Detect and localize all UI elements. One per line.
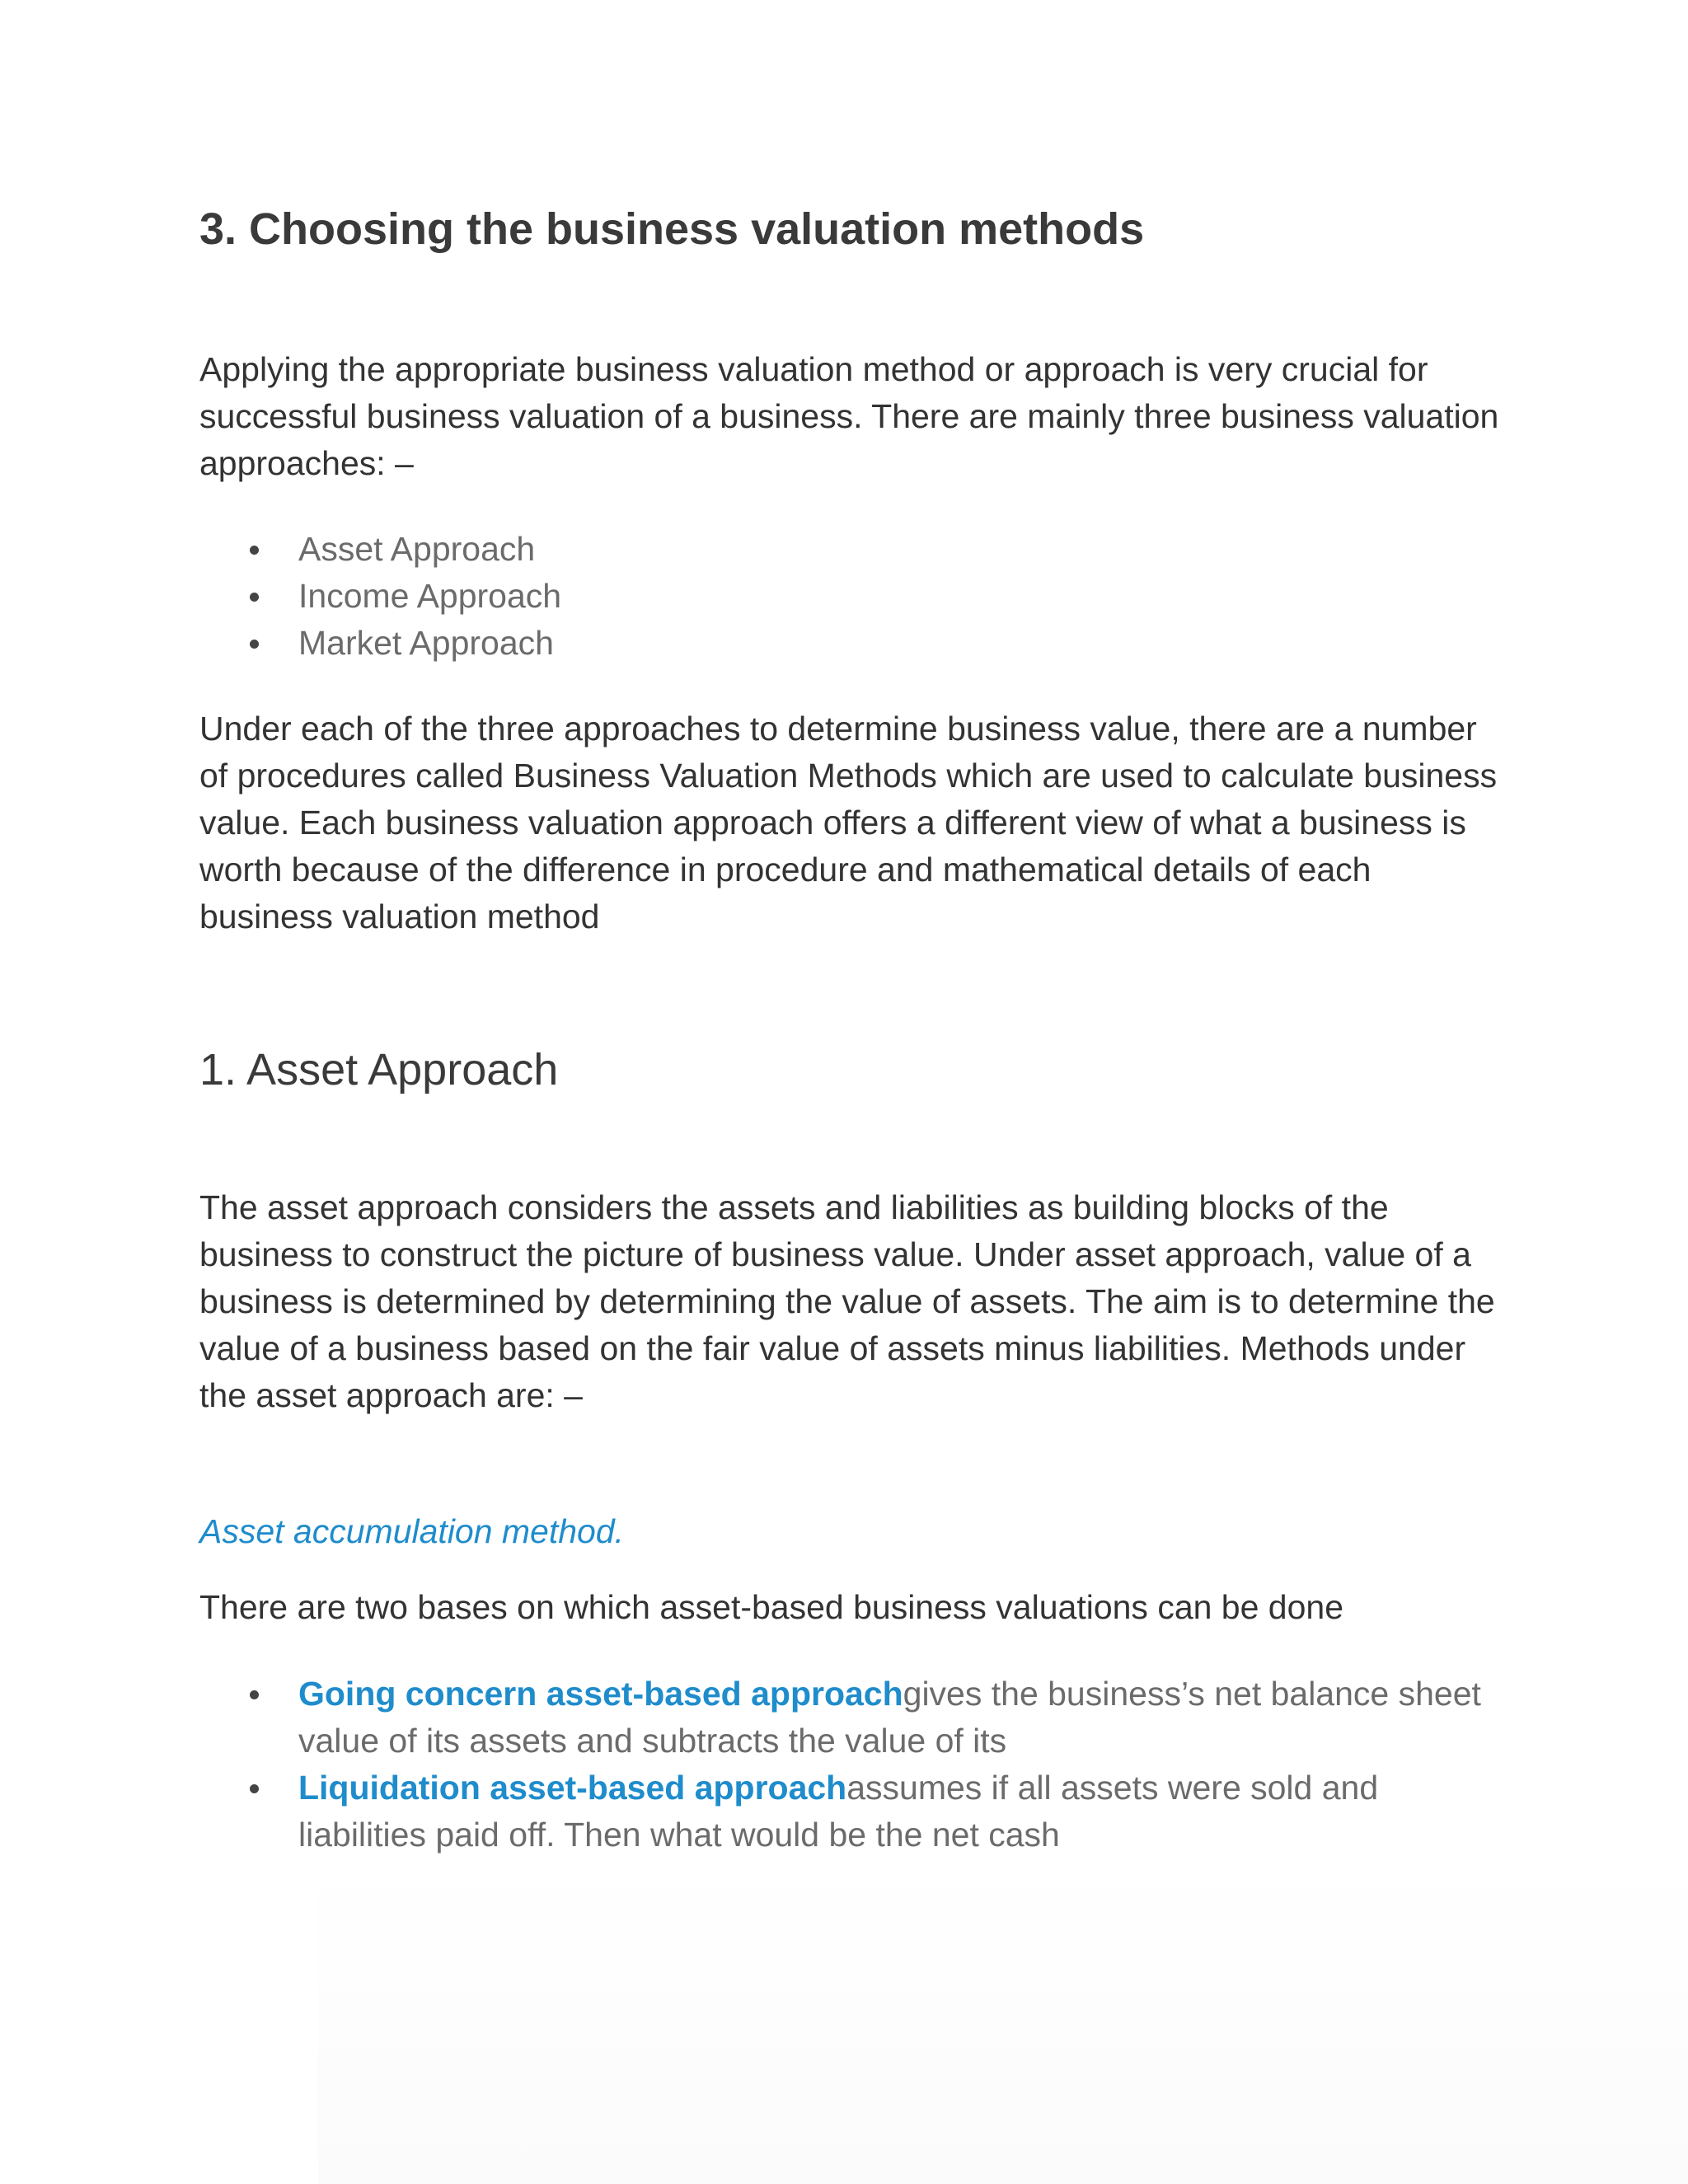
list-item-liquidation [199,1765,1502,1858]
bases-paragraph: There are two bases on which asset-based business valuations can be done [199,1588,1344,1626]
list-item-asset-approach [199,526,1502,573]
page-title: 3. Choosing the business valuation methods [199,204,1145,254]
method-subheading: Asset accumulation method. [199,1512,625,1550]
section-heading: 1. Asset Approach [199,1045,559,1094]
bullet-icon [250,640,259,649]
bullet-icon [250,1784,259,1793]
going-concern-description: gives the business’s net balance sheet value of its assets and subtracts the value of its [298,1675,1481,1760]
bases-list [199,1671,1502,1858]
intro-paragraph: Applying the appropriate business valuation method or approach is very crucial for successful business valuation of a business. There are mainly three business valuation approaches: – [199,350,1499,482]
list-item-market-approach [199,620,1502,667]
asset-approach-paragraph: The asset approach considers the assets and liabilities as building blocks of the business to construct the picture of business value. Under asset approach, value of a business is determined by determining the value of assets. The aim is to determine the value of a business based on the fair value of assets minus liabilities. Methods under the asset approach are: – [199,1188,1495,1414]
list-item-going-concern [199,1671,1502,1765]
bullet-icon [250,546,259,555]
bullet-icon [250,593,259,602]
list-item-label: Income Approach [298,577,562,615]
list-item-label: Asset Approach [298,530,536,568]
going-concern-term: Going concern asset-based approach [298,1675,903,1713]
approaches-list [199,526,1502,667]
liquidation-term: Liquidation asset-based approach [298,1769,847,1807]
list-item-label: Market Approach [298,624,554,662]
bullet-icon [250,1690,259,1699]
methods-paragraph: Under each of the three approaches to determine business value, there are a number of procedures called Business Valuation Methods which are used to calculate business value. Each business valuation approach offers a different view of what a business is worth because of the difference in procedure and mathematical details of each business valuation method [199,710,1498,935]
liquidation-description: assumes if all assets were sold and liabilities paid off. Then what would be the net cash [298,1769,1379,1854]
page-shade [318,1858,1688,2184]
list-item-income-approach [199,573,1502,620]
